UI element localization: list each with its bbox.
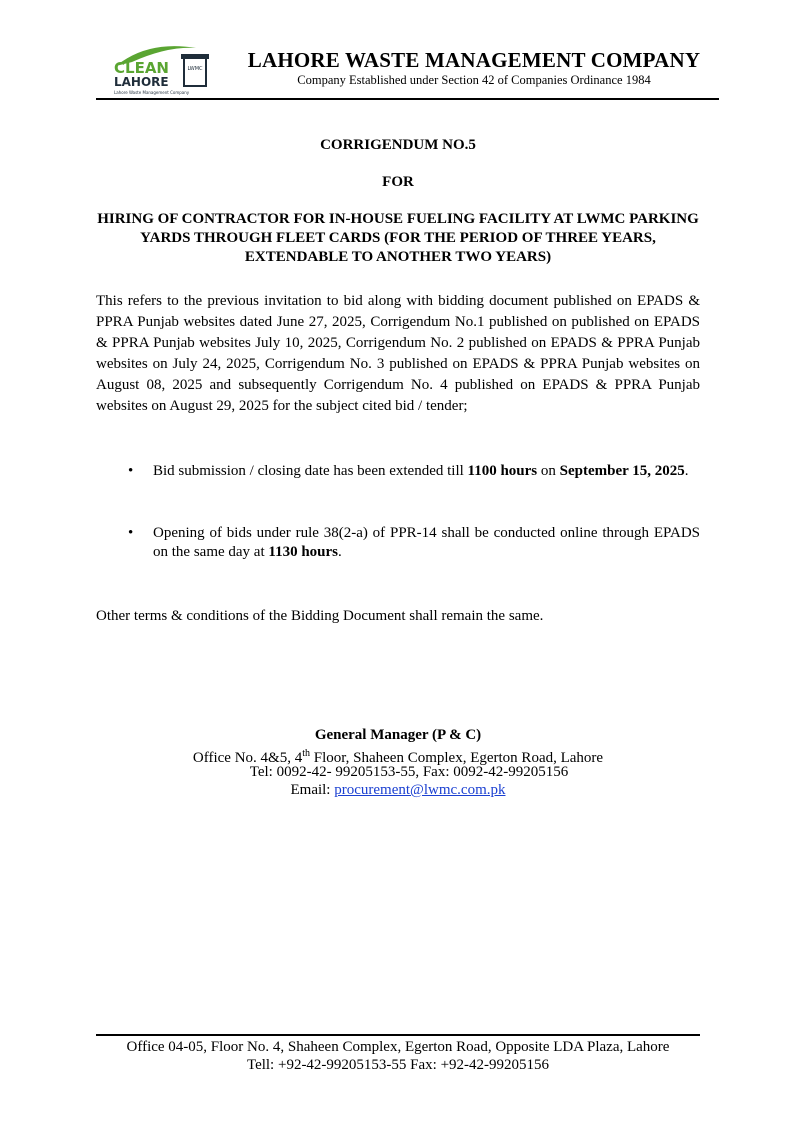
bullet-icon: •: [128, 463, 134, 479]
signatory-email-line: [96, 781, 700, 799]
bin-lid-icon: [181, 54, 209, 59]
clean-lahore-logo: [108, 40, 216, 98]
logo-clean-text: CLEAN: [114, 59, 169, 77]
company-name: LAHORE WASTE MANAGEMENT COMPANY: [247, 48, 701, 72]
logo-bin-text: LWMC: [187, 66, 203, 72]
bullet-text: [153, 462, 700, 481]
bullet1-time: 1100 hours: [467, 463, 538, 479]
office-superscript: th: [302, 748, 310, 759]
bin-icon: [184, 58, 206, 86]
office-prefix: Office No. 4&5, 4: [192, 750, 303, 766]
for-heading: FOR: [382, 174, 414, 190]
bullet2-prefix: Opening of bids under rule 38(2-a) of PPR-14 shall be conducted online through EPADS on the same day at: [153, 525, 700, 560]
closing-paragraph: Other terms & conditions of the Bidding Document shall remain the same.: [96, 608, 544, 624]
corrigendum-title: CORRIGENDUM NO.5: [320, 137, 476, 153]
bullet2-suffix: .: [338, 544, 342, 560]
email-label: Email:: [290, 782, 335, 798]
subject-heading: HIRING OF CONTRACTOR FOR IN-HOUSE FUELING FACILITY AT LWMC PARKING YARDS THROUGH FLEET CARDS (FOR THE PERIOD OF THREE YEARS, EXTENDABLE TO ANOTHER TWO YEARS): [97, 211, 699, 265]
bullet2-time: 1130 hours: [268, 544, 338, 560]
signatory-phone: Tel: 0092-42- 99205153-55, Fax: 0092-42-99205156: [249, 764, 569, 780]
footer-address: Office 04-05, Floor No. 4, Shaheen Complex, Egerton Road, Opposite LDA Plaza, Lahore: [126, 1039, 670, 1055]
logo-lahore-text: LAHORE: [114, 75, 169, 89]
office-suffix: Floor, Shaheen Complex, Egerton Road, Lahore: [309, 750, 604, 766]
header-divider: [96, 98, 719, 100]
bullet1-date: September 15, 2025: [559, 463, 685, 479]
bullet-text: [153, 524, 700, 562]
bullet1-middle: on: [537, 463, 560, 479]
footer-phone: Tell: +92-42-99205153-55 Fax: +92-42-99205156: [246, 1057, 550, 1073]
intro-paragraph: This refers to the previous invitation to bid along with bidding document published on EPADS & PPRA Punjab websites dated June 27, 2025, Corrigendum No.1 published on published on EPADS & PPRA Punjab websites July 10, 2025, Corrigendum No. 2 published on EPADS & PPRA Punjab websites on July 24, 2025, Corrigendum No. 3 published on EPADS & PPRA Punjab websites on August 08, 2025 and subsequently Corrigendum No. 4 published on EPADS & PPRA Punjab websites on August 29, 2025 for the subject cited bid / tender;: [96, 293, 700, 414]
bullet1-suffix: .: [684, 463, 689, 479]
logo-caption: Lahore Waste Management Company: [114, 90, 190, 95]
footer-divider: [96, 1034, 700, 1036]
bullet1-prefix: Bid submission / closing date has been extended till: [153, 463, 468, 479]
bullet-icon: •: [128, 525, 134, 541]
company-subtitle: Company Established under Section 42 of Companies Ordinance 1984: [297, 73, 651, 87]
email-link[interactable]: procurement@lwmc.com.pk: [334, 782, 506, 798]
signatory-title: General Manager (P & C): [314, 727, 482, 743]
